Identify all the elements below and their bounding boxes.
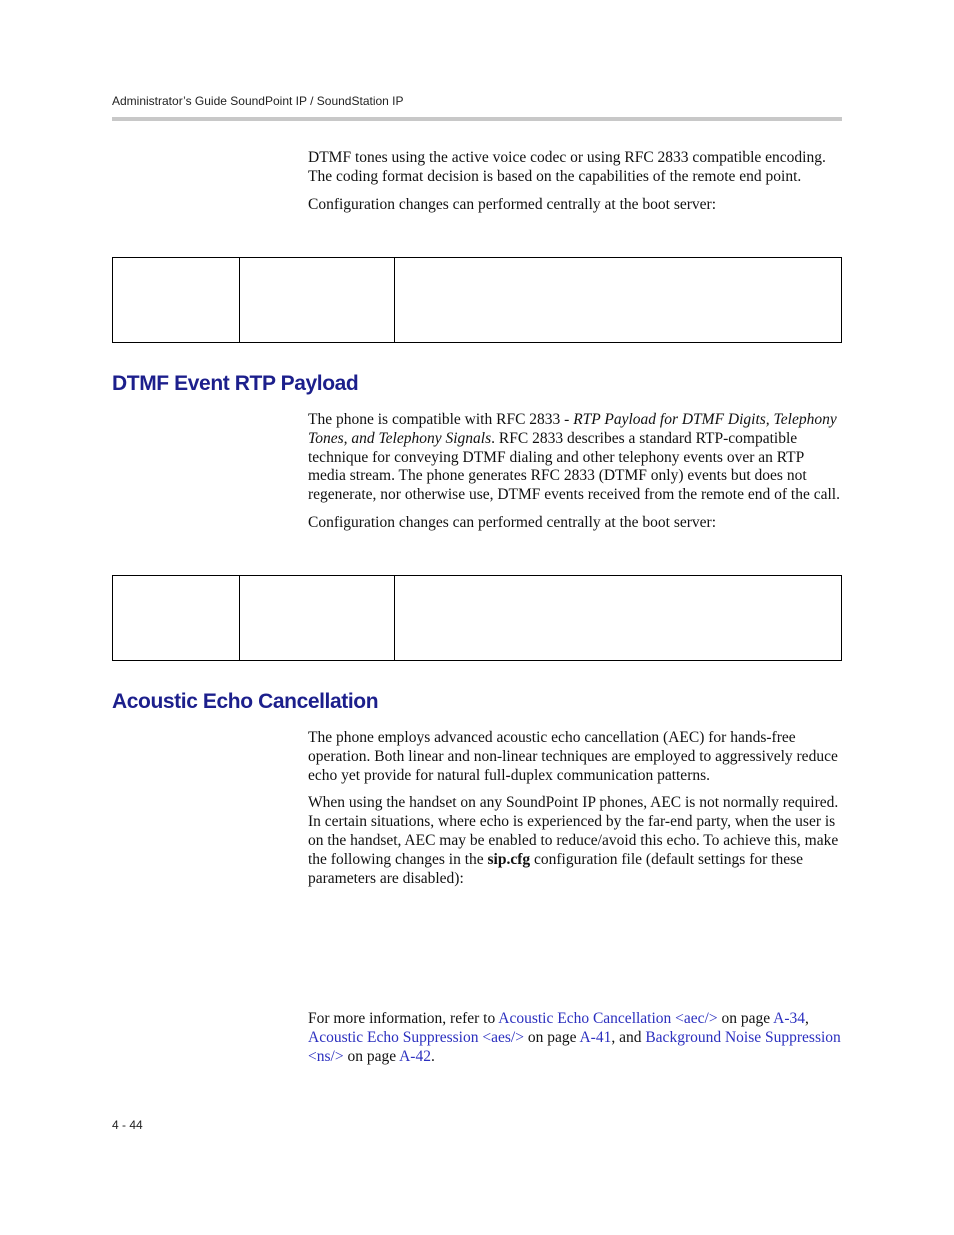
header-rule bbox=[112, 117, 842, 121]
more-info-on-page-2: on page bbox=[523, 1028, 580, 1046]
link-background-noise-suppression[interactable]: Background Noise Suppression <ns/> bbox=[308, 1028, 841, 1065]
section-heading-dtmf-event-rtp-payload: DTMF Event RTP Payload bbox=[112, 372, 359, 395]
more-info-paragraph bbox=[308, 1010, 842, 1066]
more-info-text bbox=[308, 1010, 842, 1066]
more-info-on-page-1: on page bbox=[717, 1010, 774, 1027]
link-acoustic-echo-cancellation[interactable]: Acoustic Echo Cancellation <aec/> bbox=[498, 1010, 718, 1027]
dtmf-paragraph-2: Configuration changes can performed centrally at the boot server: bbox=[308, 513, 717, 531]
table-cell bbox=[395, 576, 842, 661]
table-cell bbox=[113, 258, 240, 343]
table-row bbox=[113, 576, 842, 661]
intro-paragraph-2: Configuration changes can performed centrally at the boot server: bbox=[308, 195, 717, 213]
page-number: 4 - 44 bbox=[112, 1118, 143, 1132]
link-page-a-34[interactable]: A-34 bbox=[773, 1010, 805, 1027]
running-header: Administrator’s Guide SoundPoint IP / SoundStation IP bbox=[112, 94, 404, 108]
table-cell bbox=[240, 258, 395, 343]
link-page-a-42[interactable]: A-42 bbox=[399, 1047, 431, 1065]
more-info-start: For more information, refer to bbox=[308, 1010, 499, 1027]
aec-paragraph-1: The phone employs advanced acoustic echo cancellation (AEC) for hands-free operation. Both linear and non-linear techniques are employed to aggressively reduce echo yet provide for natural full-duplex communication patterns. bbox=[308, 729, 838, 784]
link-acoustic-echo-suppression[interactable]: Acoustic Echo Suppression <aes/> bbox=[308, 1028, 524, 1046]
intro-text bbox=[308, 149, 842, 214]
more-info-period: . bbox=[430, 1047, 435, 1065]
more-info-comma: , bbox=[805, 1010, 809, 1027]
rfc-title-italic: RTP Payload for DTMF Digits, Telephony Tones, and Telephony Signals bbox=[308, 411, 837, 447]
dtmf-section-text bbox=[308, 411, 842, 533]
dtmf-paragraph-1-start: The phone is compatible with RFC 2833 - bbox=[308, 411, 574, 428]
table-cell bbox=[395, 258, 842, 343]
more-info-and: , and bbox=[611, 1028, 646, 1046]
link-page-a-41[interactable]: A-41 bbox=[579, 1028, 612, 1046]
section-heading-acoustic-echo-cancellation: Acoustic Echo Cancellation bbox=[112, 690, 379, 713]
aec-paragraph-2-rest: configuration file (default settings for these parameters are disabled): bbox=[308, 850, 804, 887]
dtmf-paragraph-1-rest: . RFC 2833 describes a standard RTP-compatible technique for conveying DTMF dialing and other telephony events over an RTP media stream. The phone generates RFC 2833 (DTMF only) events but does not regenerate, nor otherwise use, DTMF events received from the remote end of the call. bbox=[308, 429, 840, 504]
table-cell bbox=[113, 576, 240, 661]
aec-paragraph-2-start: When using the handset on any SoundPoint IP phones, AEC is not normally required. In certain situations, where echo is experienced by the far-end party, when the user is on the handset, AEC may be enabled to reduce/avoid this echo. To achieve this, make the following changes in the bbox=[308, 794, 839, 868]
sip-cfg-filename: sip.cfg bbox=[487, 850, 531, 868]
intro-paragraph-1: DTMF tones using the active voice codec or using RFC 2833 compatible encoding. The coding format decision is based on the capabilities of the remote end point. bbox=[308, 149, 826, 185]
dtmf-paragraph-1 bbox=[308, 411, 842, 505]
table-cell bbox=[240, 576, 395, 661]
config-table-1 bbox=[112, 257, 842, 343]
more-info-on-page-3: on page bbox=[343, 1047, 400, 1065]
aec-section-text bbox=[308, 729, 842, 888]
table-row bbox=[113, 258, 842, 343]
aec-paragraph-2 bbox=[308, 794, 842, 888]
config-table-2 bbox=[112, 575, 842, 661]
